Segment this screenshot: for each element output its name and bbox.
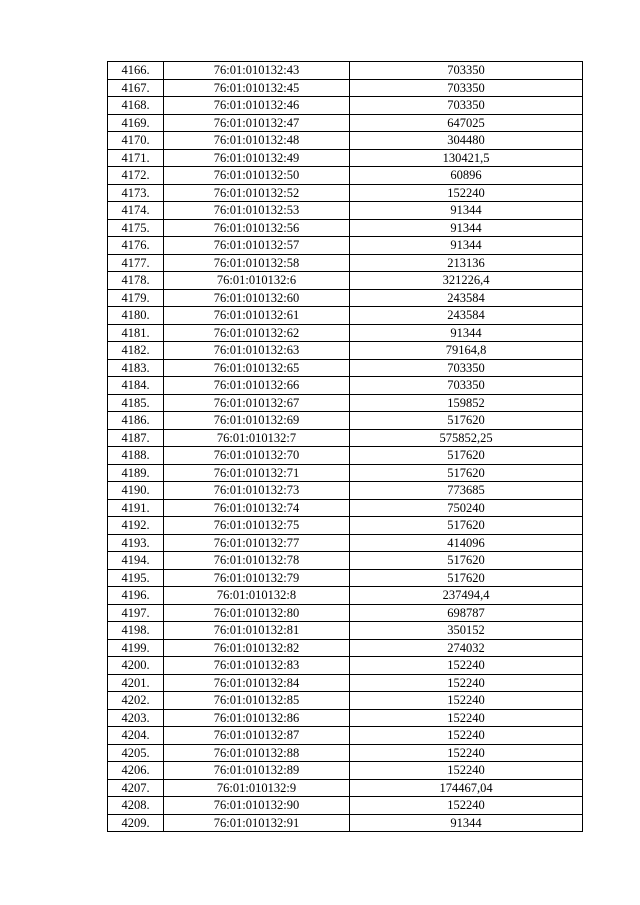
cadastral-value-cell: 517620 xyxy=(350,569,583,587)
cadastral-number-cell: 76:01:010132:77 xyxy=(164,534,350,552)
cadastral-number-cell: 76:01:010132:50 xyxy=(164,167,350,185)
cadastral-number-cell: 76:01:010132:6 xyxy=(164,272,350,290)
row-number-cell: 4198. xyxy=(108,622,164,640)
row-number-cell: 4185. xyxy=(108,394,164,412)
cadastral-number-cell: 76:01:010132:81 xyxy=(164,622,350,640)
table-row xyxy=(108,587,583,605)
row-number-cell: 4205. xyxy=(108,744,164,762)
cadastral-value-cell: 703350 xyxy=(350,97,583,115)
table-row xyxy=(108,237,583,255)
table-row xyxy=(108,517,583,535)
cadastral-value-cell: 91344 xyxy=(350,814,583,832)
row-number-cell: 4178. xyxy=(108,272,164,290)
cadastral-value-cell: 152240 xyxy=(350,797,583,815)
table-row xyxy=(108,149,583,167)
cadastral-number-cell: 76:01:010132:85 xyxy=(164,692,350,710)
row-number-cell: 4201. xyxy=(108,674,164,692)
cadastral-number-cell: 76:01:010132:83 xyxy=(164,657,350,675)
table-row xyxy=(108,727,583,745)
row-number-cell: 4168. xyxy=(108,97,164,115)
cadastral-number-cell: 76:01:010132:43 xyxy=(164,62,350,80)
row-number-cell: 4203. xyxy=(108,709,164,727)
cadastral-number-cell: 76:01:010132:65 xyxy=(164,359,350,377)
row-number-cell: 4192. xyxy=(108,517,164,535)
cadastral-value-cell: 414096 xyxy=(350,534,583,552)
cadastral-number-cell: 76:01:010132:74 xyxy=(164,499,350,517)
table-row xyxy=(108,534,583,552)
cadastral-number-cell: 76:01:010132:84 xyxy=(164,674,350,692)
row-number-cell: 4179. xyxy=(108,289,164,307)
table-row xyxy=(108,762,583,780)
cadastral-number-cell: 76:01:010132:47 xyxy=(164,114,350,132)
table-row xyxy=(108,482,583,500)
cadastral-number-cell: 76:01:010132:90 xyxy=(164,797,350,815)
table-row xyxy=(108,499,583,517)
cadastral-number-cell: 76:01:010132:66 xyxy=(164,377,350,395)
table-row xyxy=(108,62,583,80)
cadastral-value-cell: 60896 xyxy=(350,167,583,185)
table-row xyxy=(108,394,583,412)
row-number-cell: 4209. xyxy=(108,814,164,832)
cadastral-value-cell: 703350 xyxy=(350,79,583,97)
cadastral-number-cell: 76:01:010132:86 xyxy=(164,709,350,727)
table-row xyxy=(108,289,583,307)
cadastral-value-cell: 243584 xyxy=(350,307,583,325)
cadastral-value-cell: 703350 xyxy=(350,62,583,80)
row-number-cell: 4194. xyxy=(108,552,164,570)
cadastral-value-cell: 304480 xyxy=(350,132,583,150)
table-row xyxy=(108,447,583,465)
table-row xyxy=(108,132,583,150)
cadastral-number-cell: 76:01:010132:9 xyxy=(164,779,350,797)
cadastral-value-cell: 773685 xyxy=(350,482,583,500)
cadastral-number-cell: 76:01:010132:52 xyxy=(164,184,350,202)
row-number-cell: 4193. xyxy=(108,534,164,552)
cadastral-number-cell: 76:01:010132:8 xyxy=(164,587,350,605)
table-row xyxy=(108,97,583,115)
table-row xyxy=(108,709,583,727)
table-row xyxy=(108,692,583,710)
row-number-cell: 4174. xyxy=(108,202,164,220)
cadastral-value-cell: 517620 xyxy=(350,447,583,465)
cadastral-number-cell: 76:01:010132:88 xyxy=(164,744,350,762)
cadastral-value-cell: 517620 xyxy=(350,517,583,535)
row-number-cell: 4188. xyxy=(108,447,164,465)
cadastral-number-cell: 76:01:010132:60 xyxy=(164,289,350,307)
cadastral-number-cell: 76:01:010132:69 xyxy=(164,412,350,430)
cadastral-value-cell: 698787 xyxy=(350,604,583,622)
cadastral-value-cell: 159852 xyxy=(350,394,583,412)
cadastral-number-cell: 76:01:010132:80 xyxy=(164,604,350,622)
table-row xyxy=(108,569,583,587)
cadastral-number-cell: 76:01:010132:62 xyxy=(164,324,350,342)
table-row xyxy=(108,184,583,202)
row-number-cell: 4171. xyxy=(108,149,164,167)
table-row xyxy=(108,552,583,570)
row-number-cell: 4196. xyxy=(108,587,164,605)
table-row xyxy=(108,429,583,447)
table-row xyxy=(108,377,583,395)
cadastral-value-cell: 274032 xyxy=(350,639,583,657)
cadastral-value-cell: 79164,8 xyxy=(350,342,583,360)
cadastral-value-cell: 243584 xyxy=(350,289,583,307)
table-row xyxy=(108,744,583,762)
cadastral-number-cell: 76:01:010132:82 xyxy=(164,639,350,657)
cadastral-value-cell: 130421,5 xyxy=(350,149,583,167)
cadastral-number-cell: 76:01:010132:79 xyxy=(164,569,350,587)
table-row xyxy=(108,814,583,832)
cadastral-number-cell: 76:01:010132:78 xyxy=(164,552,350,570)
cadastral-number-cell: 76:01:010132:56 xyxy=(164,219,350,237)
row-number-cell: 4176. xyxy=(108,237,164,255)
row-number-cell: 4202. xyxy=(108,692,164,710)
table-row xyxy=(108,412,583,430)
cadastral-number-cell: 76:01:010132:46 xyxy=(164,97,350,115)
cadastral-value-cell: 152240 xyxy=(350,657,583,675)
row-number-cell: 4181. xyxy=(108,324,164,342)
cadastral-number-cell: 76:01:010132:67 xyxy=(164,394,350,412)
row-number-cell: 4187. xyxy=(108,429,164,447)
cadastral-value-cell: 152240 xyxy=(350,184,583,202)
cadastral-number-cell: 76:01:010132:58 xyxy=(164,254,350,272)
cadastral-number-cell: 76:01:010132:61 xyxy=(164,307,350,325)
table-row xyxy=(108,779,583,797)
row-number-cell: 4190. xyxy=(108,482,164,500)
cadastral-value-cell: 152240 xyxy=(350,744,583,762)
table-row xyxy=(108,464,583,482)
cadastral-value-cell: 237494,4 xyxy=(350,587,583,605)
cadastral-value-cell: 213136 xyxy=(350,254,583,272)
cadastral-value-cell: 152240 xyxy=(350,762,583,780)
row-number-cell: 4175. xyxy=(108,219,164,237)
cadastral-number-cell: 76:01:010132:71 xyxy=(164,464,350,482)
row-number-cell: 4199. xyxy=(108,639,164,657)
cadastral-number-cell: 76:01:010132:87 xyxy=(164,727,350,745)
row-number-cell: 4166. xyxy=(108,62,164,80)
cadastral-value-cell: 750240 xyxy=(350,499,583,517)
cadastral-value-cell: 517620 xyxy=(350,412,583,430)
row-number-cell: 4200. xyxy=(108,657,164,675)
row-number-cell: 4182. xyxy=(108,342,164,360)
row-number-cell: 4180. xyxy=(108,307,164,325)
row-number-cell: 4172. xyxy=(108,167,164,185)
cadastral-number-cell: 76:01:010132:45 xyxy=(164,79,350,97)
cadastral-value-cell: 174467,04 xyxy=(350,779,583,797)
table-row xyxy=(108,657,583,675)
row-number-cell: 4186. xyxy=(108,412,164,430)
table-row xyxy=(108,114,583,132)
cadastral-value-cell: 91344 xyxy=(350,219,583,237)
cadastral-value-cell: 517620 xyxy=(350,552,583,570)
table-row xyxy=(108,639,583,657)
table-row xyxy=(108,167,583,185)
row-number-cell: 4173. xyxy=(108,184,164,202)
table-row xyxy=(108,254,583,272)
row-number-cell: 4195. xyxy=(108,569,164,587)
cadastral-value-cell: 152240 xyxy=(350,692,583,710)
cadastral-value-cell: 321226,4 xyxy=(350,272,583,290)
cadastral-number-cell: 76:01:010132:7 xyxy=(164,429,350,447)
row-number-cell: 4206. xyxy=(108,762,164,780)
cadastral-value-cell: 647025 xyxy=(350,114,583,132)
table-row xyxy=(108,324,583,342)
table-row xyxy=(108,272,583,290)
table-row xyxy=(108,797,583,815)
cadastral-value-table xyxy=(107,61,583,832)
table-row xyxy=(108,359,583,377)
cadastral-value-cell: 350152 xyxy=(350,622,583,640)
cadastral-number-cell: 76:01:010132:49 xyxy=(164,149,350,167)
cadastral-number-cell: 76:01:010132:53 xyxy=(164,202,350,220)
table-row xyxy=(108,604,583,622)
cadastral-number-cell: 76:01:010132:89 xyxy=(164,762,350,780)
table-row xyxy=(108,674,583,692)
cadastral-value-cell: 703350 xyxy=(350,377,583,395)
row-number-cell: 4191. xyxy=(108,499,164,517)
row-number-cell: 4167. xyxy=(108,79,164,97)
cadastral-number-cell: 76:01:010132:91 xyxy=(164,814,350,832)
cadastral-number-cell: 76:01:010132:63 xyxy=(164,342,350,360)
cadastral-value-cell: 517620 xyxy=(350,464,583,482)
row-number-cell: 4208. xyxy=(108,797,164,815)
row-number-cell: 4169. xyxy=(108,114,164,132)
cadastral-value-cell: 152240 xyxy=(350,727,583,745)
cadastral-value-cell: 575852,25 xyxy=(350,429,583,447)
cadastral-value-cell: 91344 xyxy=(350,202,583,220)
cadastral-value-cell: 152240 xyxy=(350,674,583,692)
table-row xyxy=(108,202,583,220)
row-number-cell: 4184. xyxy=(108,377,164,395)
row-number-cell: 4177. xyxy=(108,254,164,272)
row-number-cell: 4204. xyxy=(108,727,164,745)
table-row xyxy=(108,342,583,360)
row-number-cell: 4183. xyxy=(108,359,164,377)
row-number-cell: 4189. xyxy=(108,464,164,482)
table-row xyxy=(108,622,583,640)
table-row xyxy=(108,307,583,325)
table-body xyxy=(108,62,583,832)
cadastral-number-cell: 76:01:010132:75 xyxy=(164,517,350,535)
cadastral-value-cell: 703350 xyxy=(350,359,583,377)
row-number-cell: 4170. xyxy=(108,132,164,150)
cadastral-value-cell: 91344 xyxy=(350,324,583,342)
cadastral-value-cell: 152240 xyxy=(350,709,583,727)
cadastral-value-cell: 91344 xyxy=(350,237,583,255)
cadastral-number-cell: 76:01:010132:57 xyxy=(164,237,350,255)
table-row xyxy=(108,79,583,97)
row-number-cell: 4197. xyxy=(108,604,164,622)
cadastral-number-cell: 76:01:010132:48 xyxy=(164,132,350,150)
cadastral-number-cell: 76:01:010132:70 xyxy=(164,447,350,465)
table-row xyxy=(108,219,583,237)
row-number-cell: 4207. xyxy=(108,779,164,797)
cadastral-number-cell: 76:01:010132:73 xyxy=(164,482,350,500)
